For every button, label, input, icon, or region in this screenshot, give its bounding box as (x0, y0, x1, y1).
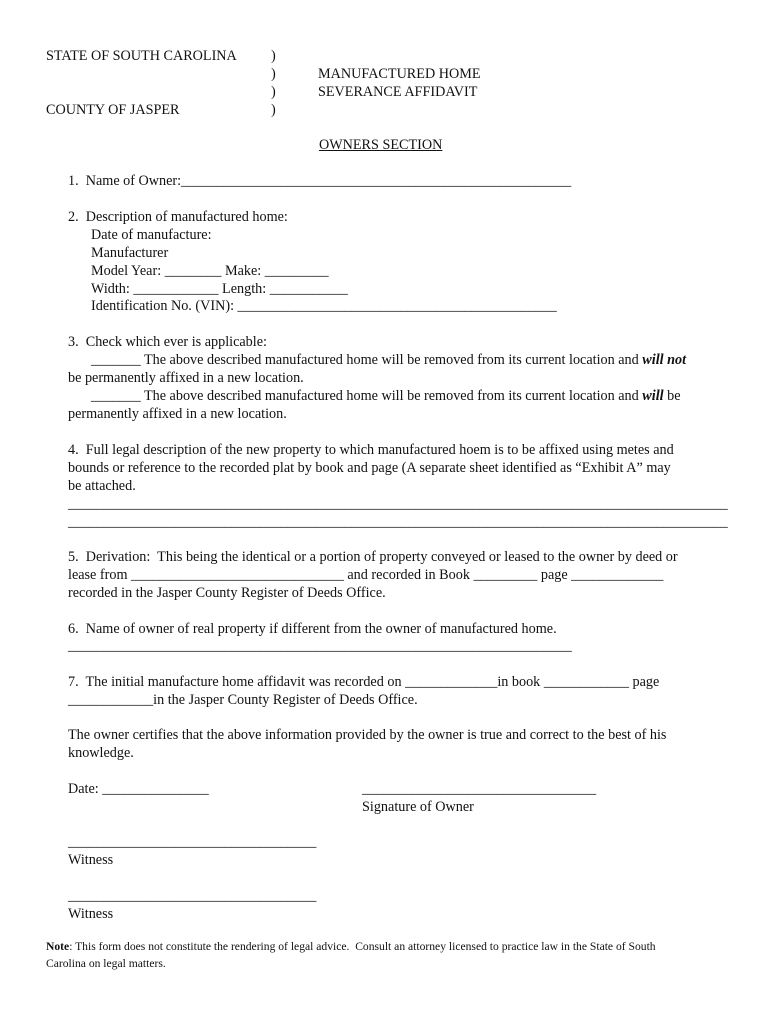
emphasis-will: will (642, 388, 664, 404)
caption-paren: ) (271, 66, 276, 82)
witness-label: Witness (68, 852, 114, 868)
note-label: Note (46, 940, 70, 953)
option-will-not-cont: be permanently affixed in a new location. (68, 370, 304, 386)
model-year-make-field: Model Year: ________ Make: _________ (91, 263, 329, 279)
caption-paren: ) (271, 102, 276, 118)
caption-paren: ) (271, 48, 276, 64)
initial-affidavit-line2: ____________in the Jasper County Register of Deeds Office. (68, 692, 418, 708)
disclaimer-note-cont: Carolina on legal matters. (46, 957, 166, 970)
option-text: _______ The above described manufactured home will be removed from its current location and (91, 388, 643, 404)
derivation-line3: recorded in the Jasper County Register of Deeds Office. (68, 585, 386, 601)
option-will-not (91, 352, 686, 369)
certification-line2: knowledge. (68, 745, 134, 761)
legal-description-line1: 4. Full legal description of the new property to which manufactured hoem is to be affixed using metes and (68, 442, 674, 458)
section-heading: OWNERS SECTION (319, 137, 443, 153)
note-text: : This form does not constitute the rendering of legal advice. Consult an attorney licensed to practice law in the State of South (69, 940, 656, 953)
derivation-line2: lease from ______________________________ and recorded in Book _________ page _____________ (68, 567, 664, 583)
option-text: _______ The above described manufactured home will be removed from its current location and (91, 352, 643, 368)
witness-label: Witness (68, 906, 114, 922)
legal-description-line2: bounds or reference to the recorded plat by book and page (A separate sheet identified as “Exhibit A” may (68, 460, 671, 476)
home-description-heading: 2. Description of manufactured home: (68, 209, 288, 225)
witness-signature-line: ___________________________________ (68, 888, 317, 904)
initial-affidavit-line1: 7. The initial manufacture home affidavit was recorded on _____________in book ____________ page (68, 674, 660, 690)
property-owner-line: 6. Name of owner of real property if different from the owner of manufactured home. (68, 621, 557, 637)
witness-signature-line: ___________________________________ (68, 834, 317, 850)
caption-paren: ) (271, 84, 276, 100)
property-owner-blank: _______________________________________________________________________ (68, 638, 572, 654)
form-title-line2: SEVERANCE AFFIDAVIT (318, 84, 478, 100)
emphasis-will-not: will not (642, 352, 687, 368)
option-will-cont: permanently affixed in a new location. (68, 406, 287, 422)
derivation-line1: 5. Derivation: This being the identical or a portion of property conveyed or leased to the owner by deed or (68, 549, 678, 565)
manufacturer-field: Manufacturer (91, 245, 169, 261)
form-title-line1: MANUFACTURED HOME (318, 66, 481, 82)
option-will (91, 388, 681, 405)
applicable-heading: 3. Check which ever is applicable: (68, 334, 267, 350)
date-field: Date: _______________ (68, 781, 209, 797)
certification-line1: The owner certifies that the above information provided by the owner is true and correct to the best of his (68, 727, 667, 743)
legal-description-line3: be attached. (68, 478, 136, 494)
owner-signature-label: Signature of Owner (362, 799, 474, 815)
county-name: COUNTY OF JASPER (46, 102, 180, 118)
disclaimer-note (46, 938, 656, 955)
date-of-manufacture-field: Date of manufacture: (91, 227, 212, 243)
owner-signature-line: _________________________________ (362, 781, 597, 797)
legal-description-blank: _____________________________________________________________________________________________ (68, 514, 728, 530)
width-length-field: Width: ____________ Length: ___________ (91, 281, 348, 297)
vin-field: Identification No. (VIN): _____________________________________________ (91, 298, 557, 314)
state-name: STATE OF SOUTH CAROLINA (46, 48, 237, 64)
option-text: be (663, 388, 681, 404)
legal-description-blank: _____________________________________________________________________________________________ (68, 496, 728, 512)
owner-name-field: 1. Name of Owner:_______________________________________________________ (68, 173, 572, 189)
